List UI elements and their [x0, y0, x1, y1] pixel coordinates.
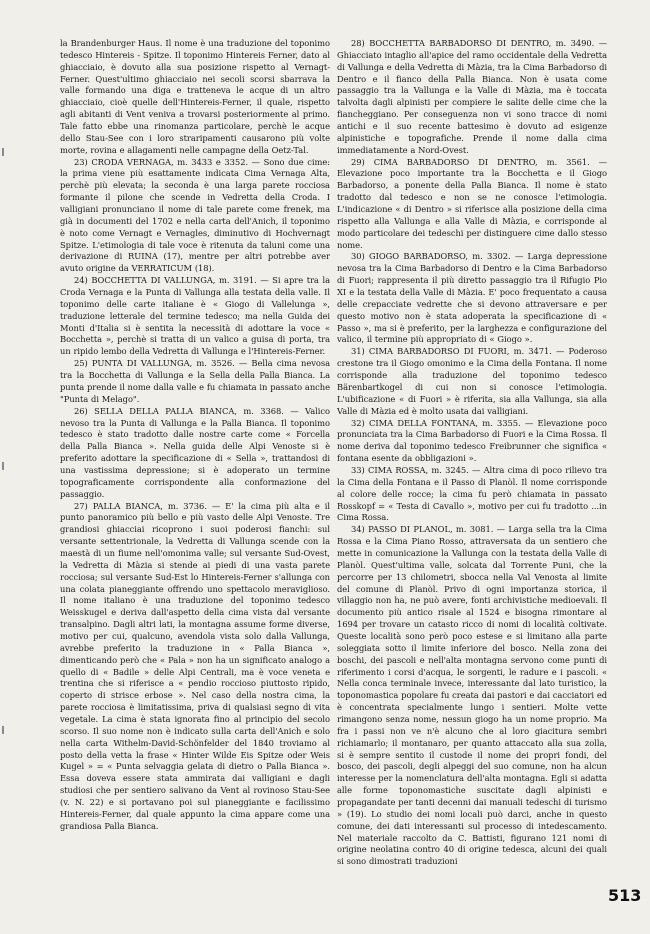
- right-text-column: [337, 38, 607, 926]
- entry-32-cima-della-fontana: 32) CIMA DELLA FONTANA, m. 3355. — Elevazione poco pronunciata tra la Cima Barbadorso di Fuori e la Cima Rossa. Il nome deriva dal toponimo tedesco Freibrunner che significa « fontana esente da obbligazioni ».: [337, 417, 607, 464]
- entry-31-cima-barbadorso-di-fuori: 31) CIMA BARBADORSO DI FUORI, m. 3471. — Poderoso crestone tra il Giogo omonimo e la Cima della Fontana. Il nome corrisponde alla traduzione del toponimo tedesco Bärenbartkogel di cui non si conosce l'etimologia. L'ubificazione « di Fuori » è riferita, sia alla Vallunga, sia alla Valle di Màzia ed è molto usata dai valligiani.: [337, 346, 607, 416]
- page-edge-mark: [2, 726, 4, 734]
- entry-30-giogo-barbadorso: 30) GIOGO BARBADORSO, m. 3302. — Larga depressione nevosa tra la Cima Barbadorso di Dentro e la Cima Barbadorso di Fuori; rappresenta il più diretto passaggio tra il Rifugio Pio XI e la testata della Valle di Màzia. E' poco frequentato a causa delle crepacciate vedrette che si devono attraversare e per questo motivo non è stata adoperata la specificazione di « Passo », ma si è preferito, per la larghezza e configurazione del valico, il termine più appropriato di « Giogo ».: [337, 251, 607, 345]
- page-edge-mark: [2, 462, 4, 470]
- entry-26-sella-della-palla-bianca: 26) SELLA DELLA PALLA BIANCA, m. 3368. — Valico nevoso tra la Punta di Vallunga e la Palla Bianca. Il toponimo tedesco è stato tradotto dalle nostre carte come « Forcella della Palla Bianca ». Nella guida delle Alpi Venoste si è preferito adottare la specificazione di « Sella », trattandosi di una vastissima depressione; si è adoperato un termine topograficamente corrispondente alla conformazione del passaggio.: [60, 405, 330, 499]
- page-edge-mark: [2, 148, 4, 156]
- entry-27-palla-bianca: 27) PALLA BIANCA, m. 3736. — E' la cima più alta e il punto panoramico più bello e più vasto delle Alpi Venoste. Tre grandiosi ghiacciai ricoprono i suoi poderosi fianchi: sul versante settentrionale, la Vedretta di Vallunga scende con la maestà di un fiume nell'omonima valle; sul versante Sud-Ovest, la Vedretta di Màzia si stende ai piedi di una vasta parete rocciosa; sul versante Sud-Est lo Hintereis-Ferner s'allunga con una colata pianeggiante offrendo uno spettacolo meraviglioso. Il nome italiano è una traduzione del toponimo tedesco Weisskugel e deriva dall'aspetto della cima vista dal versante transalpino. Dagli altri lati, la montagna assume forme diverse, motivo per cui, qualcuno, avendola vista solo dalla Vallunga, avrebbe preferito la traduzione in « Palla Bianca », dimenticando però che « Pala » non ha un significato analogo a quello di « Badile » delle Alpi Centrali, ma è voce veneta e trentina che si riferisce a « pendio roccioso piuttosto ripido, coperto di strisce erbose ». Nel caso della nostra cima, la parete rocciosa è limitatissima, priva di qualsiasi segno di vita vegetale. La cima è stata ignorata fino al principio del secolo scorso. Il suo nome non è indicato sulla carta dell'Anich e solo nella carta Withelm-David-Schönfelder del 1840 troviamo al posto della vetta la frase « Hinter Wilde Eis Spitze oder Weis Kugel » = « Punta selvaggia gelata di dietro o Palla Bianca ». Essa doveva essere stata ammirata dai valligiani e dagli studiosi che per sentiero salivano da Vent al rovinoso Stau-See (v. N. 22) e si portavano poi sul pianeggiante e facilissimo Hintereis-Ferner, dal quale appunto la cima appare come una grandiosa Palla Bianca.: [60, 500, 330, 831]
- left-text-column: [60, 38, 330, 926]
- entry-29-cima-barbadorso-di-dentro: 29) CIMA BARBADORSO DI DENTRO, m. 3561. — Elevazione poco importante tra la Bocchetta e il Giogo Barbadorso, a ponente della Palla Bianca. Il nome è stato tradotto dal tedesco e non se ne conosce l'etimologia. L'indicazione « di Dentro » si riferisce alla posizione della cima rispetto alla Vallunga e alla Valle di Màzia, e corrisponde al modo particolare dei tedeschi per distinguere cime dallo stesso nome.: [337, 156, 607, 250]
- paragraph-continuation: la Brandenburger Haus. Il nome è una traduzione del toponimo tedesco Hintereis - Spitze. Il toponimo Hintereis Ferner, dato al ghiacciaio, è dovuto alla sua posizione rispetto al Vernagt-Ferner. Quest'ultimo ghiacciaio nei secoli scorsi sbarrava la valle formando una diga e tratteneva le acque di un altro ghiacciaio, cioè quelle dell'Hintereis-Ferner, il quale, rispetto agli abitanti di Vent veniva a trovarsi posteriormente al primo. Tale fatto ebbe una rinomanza particolare, perchè le acque dello Stau-See con i loro straripamenti causarono più volte morte, rovina e allagamenti nelle campagne della Oetz-Tal.: [60, 38, 330, 155]
- entry-25-punta-di-vallunga: 25) PUNTA DI VALLUNGA, m. 3526. — Bella cima nevosa tra la Bocchetta di Vallunga e la Sella della Palla Bianca. La punta prende il nome dalla valle e fu chiamata in passato anche "Punta di Melago".: [60, 358, 330, 404]
- page-number: 513: [608, 886, 642, 905]
- entry-33-cima-rossa: 33) CIMA ROSSA, m. 3245. — Altra cima di poco rilievo tra la Cima della Fontana e il Passo di Planòl. Il nome corrisponde al colore delle rocce; la cima fu però chiamata in passato Rosskopf = « Testa di Cavallo », motivo per cui fu tradotto ...in Cima Rossa.: [337, 464, 607, 523]
- entry-28-bocchetta-barbadorso-di-dentro: 28) BOCCHETTA BARBADORSO DI DENTRO, m. 3490. — Ghiacciato intaglio all'apice del ramo occidentale della Vedretta di Vallunga e della Vedretta di Màzia, tra la Cima Barbadorso di Dentro e il fianco della Palla Bianca. Non è usata come passaggio tra la Vallunga e la Valle di Màzia, ma è toccata talvolta dagli alpinisti per compiere le salite delle cime che la fiancheggiano. Per conseguenza non vi sono tracce di nomi antichi e il suo recente battesimo è dovuto ad esigenze alpinistiche e topografiche. Prende il nome dalla cima immediatamente a Nord-Ovest.: [337, 38, 607, 155]
- entry-23-croda-vernaga: 23) CRODA VERNAGA, m. 3433 e 3352. — Sono due cime: la prima viene più esattamente indicata Cima Vernaga Alta, perchè più elevata; la seconda è una larga parete rocciosa formante il pilone che scende in Vedretta della Croda. I valligiani pronunciano il nome di tale parete come frenek, ma già in documenti del 1702 e nella carta dell'Anich, il toponimo è noto come Vernagt e Vernagles, diminutivo di Hochvernagt Spitze. L'etimologia di tale voce è ritenuta da taluni come una derivazione di RUINA (17), mentre per altri potrebbe aver avuto origine da VERRATICUM (18).: [60, 156, 330, 274]
- entry-34-passo-di-planol: 34) PASSO DI PLANOL, m. 3081. — Larga sella tra la Cima Rossa e la Cima Piano Rosso, attraversata da un sentiero che mette in comunicazione la Vallunga con la testata della Valle di Planòl. Quest'ultima valle, solcata dal Torrente Puni, che la percorre per 13 chilometri, sbocca nella Val Venosta al limite del comune di Planòl. Privo di ogni importanza storica, il villaggio non ha, ne può avere, fonti archivistiche medioevali. Il documento più antico risale al 1524 e bisogna rimontare al 1694 per trovare un catasto ricco di nomi di località coltivate. Queste località sono però poco estese e si limitano alla parte soleggiata sotto il limite inferiore del bosco. Nella zona dei boschi, dei pascoli e nell'alta montagna servono come punti di riferimento i corsi d'acqua, le sorgenti, le radure e i pascoli. « Nella conca terminale invece, interessante dal lato turistico, la toponomastica popolare fu creata dai pastori e dai cacciatori ed è concentrata specialmente lungo i sentieri. Molte vette rimangono senza nome, nessun giogo ha un nome proprio. Ma fra i passi non ve n'è alcuno che al loro giacitura sembri richiamarlo; il montanaro, per quanto attaccato alla sua zolla, si è sempre sentito il custode il nome dei propri fondi, del bosco, dei pascoli, degli alpeggi del suo comune, non ha alcun interesse per la nomenclatura dell'alta montagna. Egli si adatta alle forme toponomastiche suscitate dagli alpinisti e propagandate per tanti decenni dai manuali tedeschi di turismo » (19). Lo studio dei nomi locali può darci, anche in questo comune, dei dati interessanti sul processo di intedescamento. Nel materiale raccolto da C. Battisti, figurano 121 nomi di origine neolatina contro 40 di origine tedesca, alcuni dei quali si sono dimostrati traduzioni: [337, 524, 607, 867]
- entry-24-bocchetta-di-vallunga: 24) BOCCHETTA DI VALLUNGA, m. 3191. — Si apre tra la Croda Vernaga e la Punta di Vallunga alla testata della valle. Il toponimo delle carte italiane è « Giogo di Vallelunga », traduzione letterale del termine tedesco; ma nella Guida dei Monti d'Italia si è sentita la necessità di adottare la voce « Bocchetta », perchè si tratta di un valico a guisa di porta, tra un ripido lembo della Vedretta di Vallunga e l'Hintereis-Ferner.: [60, 275, 330, 357]
